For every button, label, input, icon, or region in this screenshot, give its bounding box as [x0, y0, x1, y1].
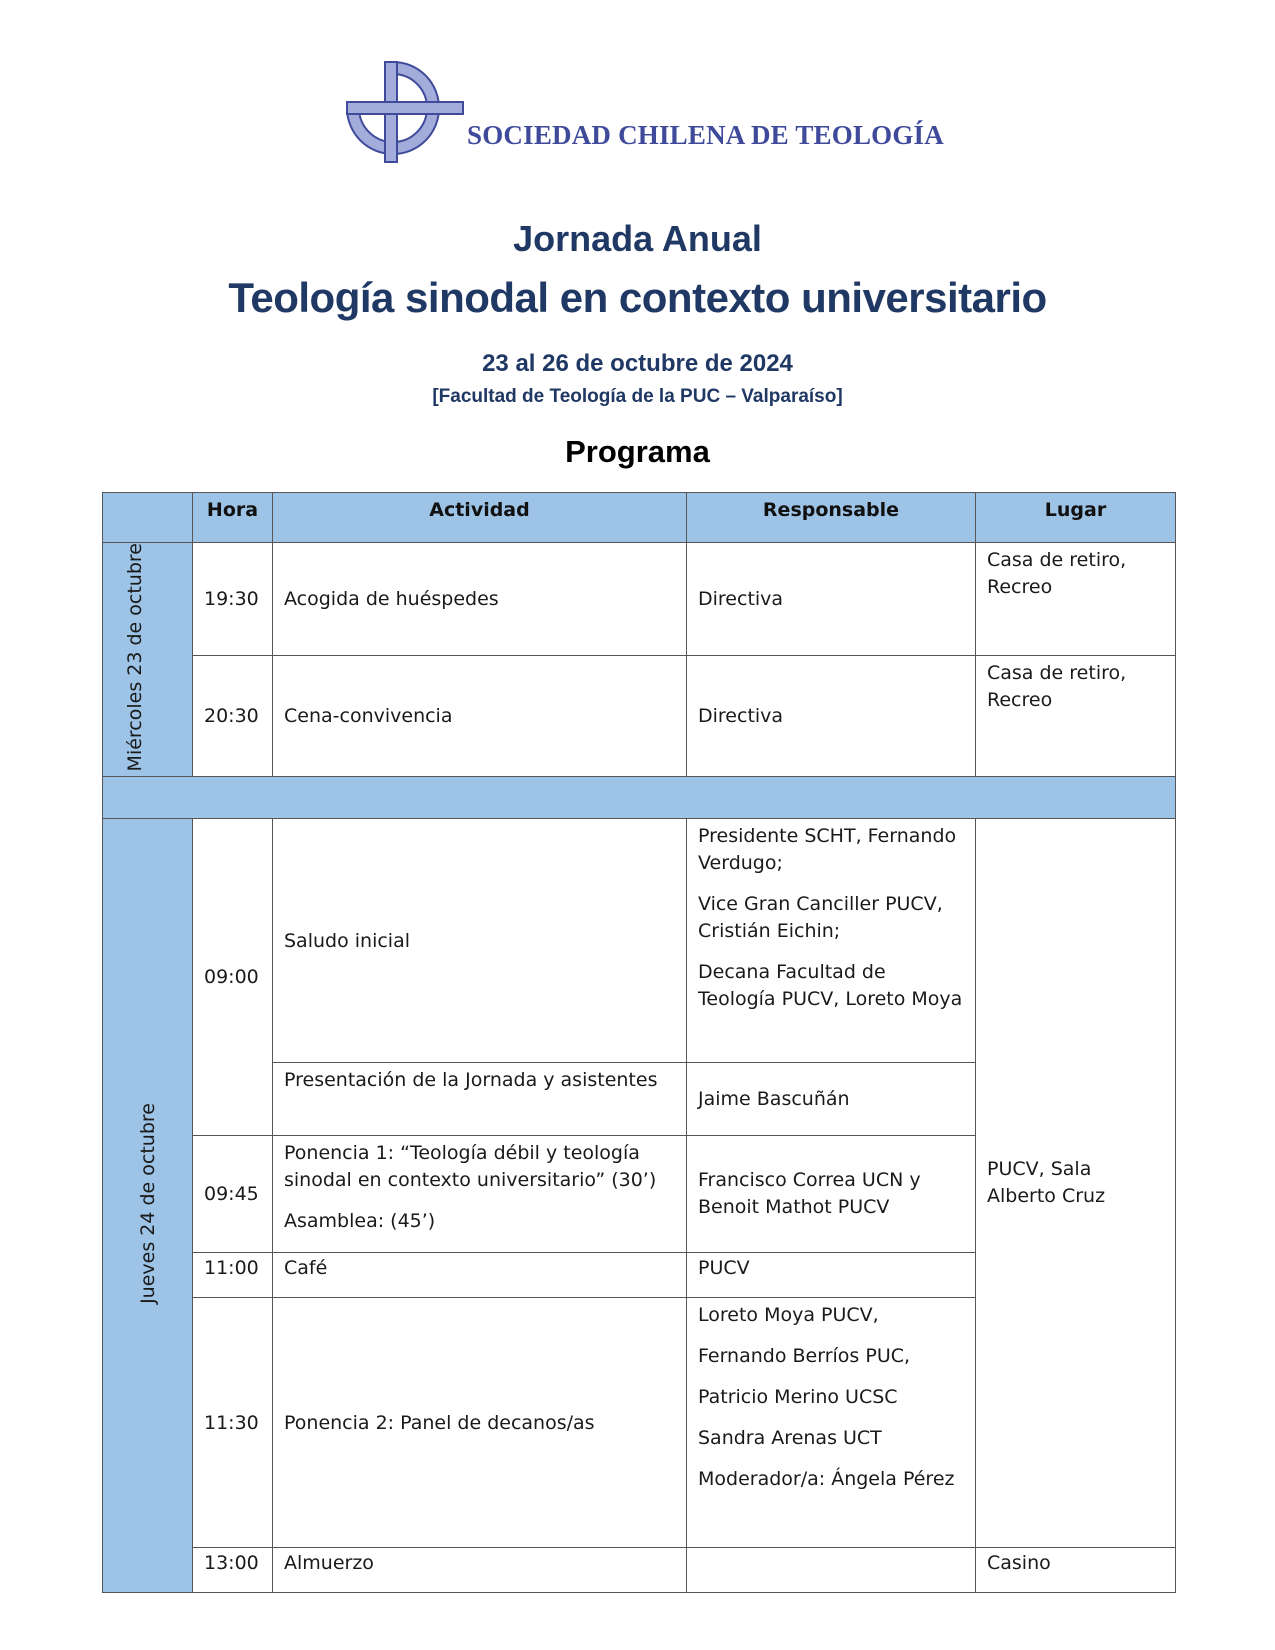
hora-cell: 13:00: [193, 1548, 273, 1593]
page-title: Teología sinodal en contexto universitario: [228, 274, 1047, 321]
responsable-line: Vice Gran Canciller PUCV, Cristián Eichin;: [698, 893, 943, 943]
responsable-cell: [687, 819, 976, 1063]
day-separator-row: [103, 777, 1176, 819]
header-lugar: Lugar: [976, 493, 1176, 543]
event-name: Jornada Anual: [513, 218, 762, 259]
cross-d-emblem-icon: [345, 58, 465, 166]
header-responsable: Responsable: [687, 493, 976, 543]
responsable-line: Fernando Berríos PUC,: [698, 1345, 911, 1368]
responsable-line: Patricio Merino UCSC: [698, 1386, 898, 1409]
actividad-cell: Almuerzo: [273, 1548, 687, 1593]
hora-cell: 19:30: [193, 543, 273, 656]
hora-cell: 11:00: [193, 1253, 273, 1298]
table-header-row: [103, 493, 1176, 543]
table-row: [103, 819, 1176, 1063]
responsable-cell: [687, 1548, 976, 1593]
actividad-text-2: Asamblea: (45’): [284, 1210, 436, 1233]
responsable-line: Loreto Moya PUCV,: [698, 1304, 879, 1327]
lugar-cell: Casa de retiro, Recreo: [976, 543, 1176, 656]
day-label-cell: [103, 819, 193, 1593]
header-hora: Hora: [193, 493, 273, 543]
actividad-cell: Ponencia 2: Panel de decanos/as: [273, 1298, 687, 1548]
program-table: [102, 492, 1176, 1593]
event-dates: 23 al 26 de octubre de 2024: [482, 350, 793, 377]
lugar-cell: PUCV, Sala Alberto Cruz: [976, 819, 1176, 1548]
actividad-text: Ponencia 1: “Teología débil y teología sinodal en contexto universitario” (30’): [284, 1142, 657, 1192]
hora-cell: 11:30: [193, 1298, 273, 1548]
actividad-cell: Saludo inicial: [273, 819, 687, 1063]
day-separator: [103, 777, 1176, 819]
lugar-cell: Casa de retiro, Recreo: [976, 656, 1176, 777]
actividad-cell: [273, 1136, 687, 1253]
responsable-cell: [687, 1298, 976, 1548]
table-row: [103, 1548, 1176, 1593]
responsable-line: Decana Facultad de Teología PUCV, Loreto Moya: [698, 961, 963, 1011]
actividad-cell: Café: [273, 1253, 687, 1298]
lugar-cell: Casino: [976, 1548, 1176, 1593]
logo-text: SOCIEDAD CHILENA DE TEOLOGÍA: [467, 120, 944, 150]
responsable-cell: PUCV: [687, 1253, 976, 1298]
responsable-line: Moderador/a: Ángela Pérez: [698, 1468, 955, 1491]
day-label-cell: [103, 543, 193, 777]
actividad-cell: Acogida de huéspedes: [273, 543, 687, 656]
table-row: [103, 656, 1176, 777]
hora-cell: 09:00: [193, 819, 273, 1136]
header-actividad: Actividad: [273, 493, 687, 543]
actividad-cell: Presentación de la Jornada y asistentes: [273, 1063, 687, 1136]
section-heading: Programa: [565, 434, 710, 469]
header-day: [103, 493, 193, 543]
responsable-cell: Francisco Correa UCN y Benoit Mathot PUCV: [687, 1136, 976, 1253]
responsable-cell: Jaime Bascuñán: [687, 1063, 976, 1136]
responsable-line: Presidente SCHT, Fernando Verdugo;: [698, 825, 957, 875]
society-logo: [345, 58, 945, 166]
hora-cell: 20:30: [193, 656, 273, 777]
event-location: [Facultad de Teología de la PUC – Valparaíso]: [432, 386, 843, 407]
day-label: Miércoles 23 de octubre: [123, 543, 146, 772]
responsable-cell: Directiva: [687, 656, 976, 777]
actividad-cell: Cena-convivencia: [273, 656, 687, 777]
hora-cell: 09:45: [193, 1136, 273, 1253]
table-row: [103, 543, 1176, 656]
responsable-cell: Directiva: [687, 543, 976, 656]
day-label: Jueves 24 de octubre: [136, 1102, 159, 1304]
responsable-line: Sandra Arenas UCT: [698, 1427, 882, 1450]
